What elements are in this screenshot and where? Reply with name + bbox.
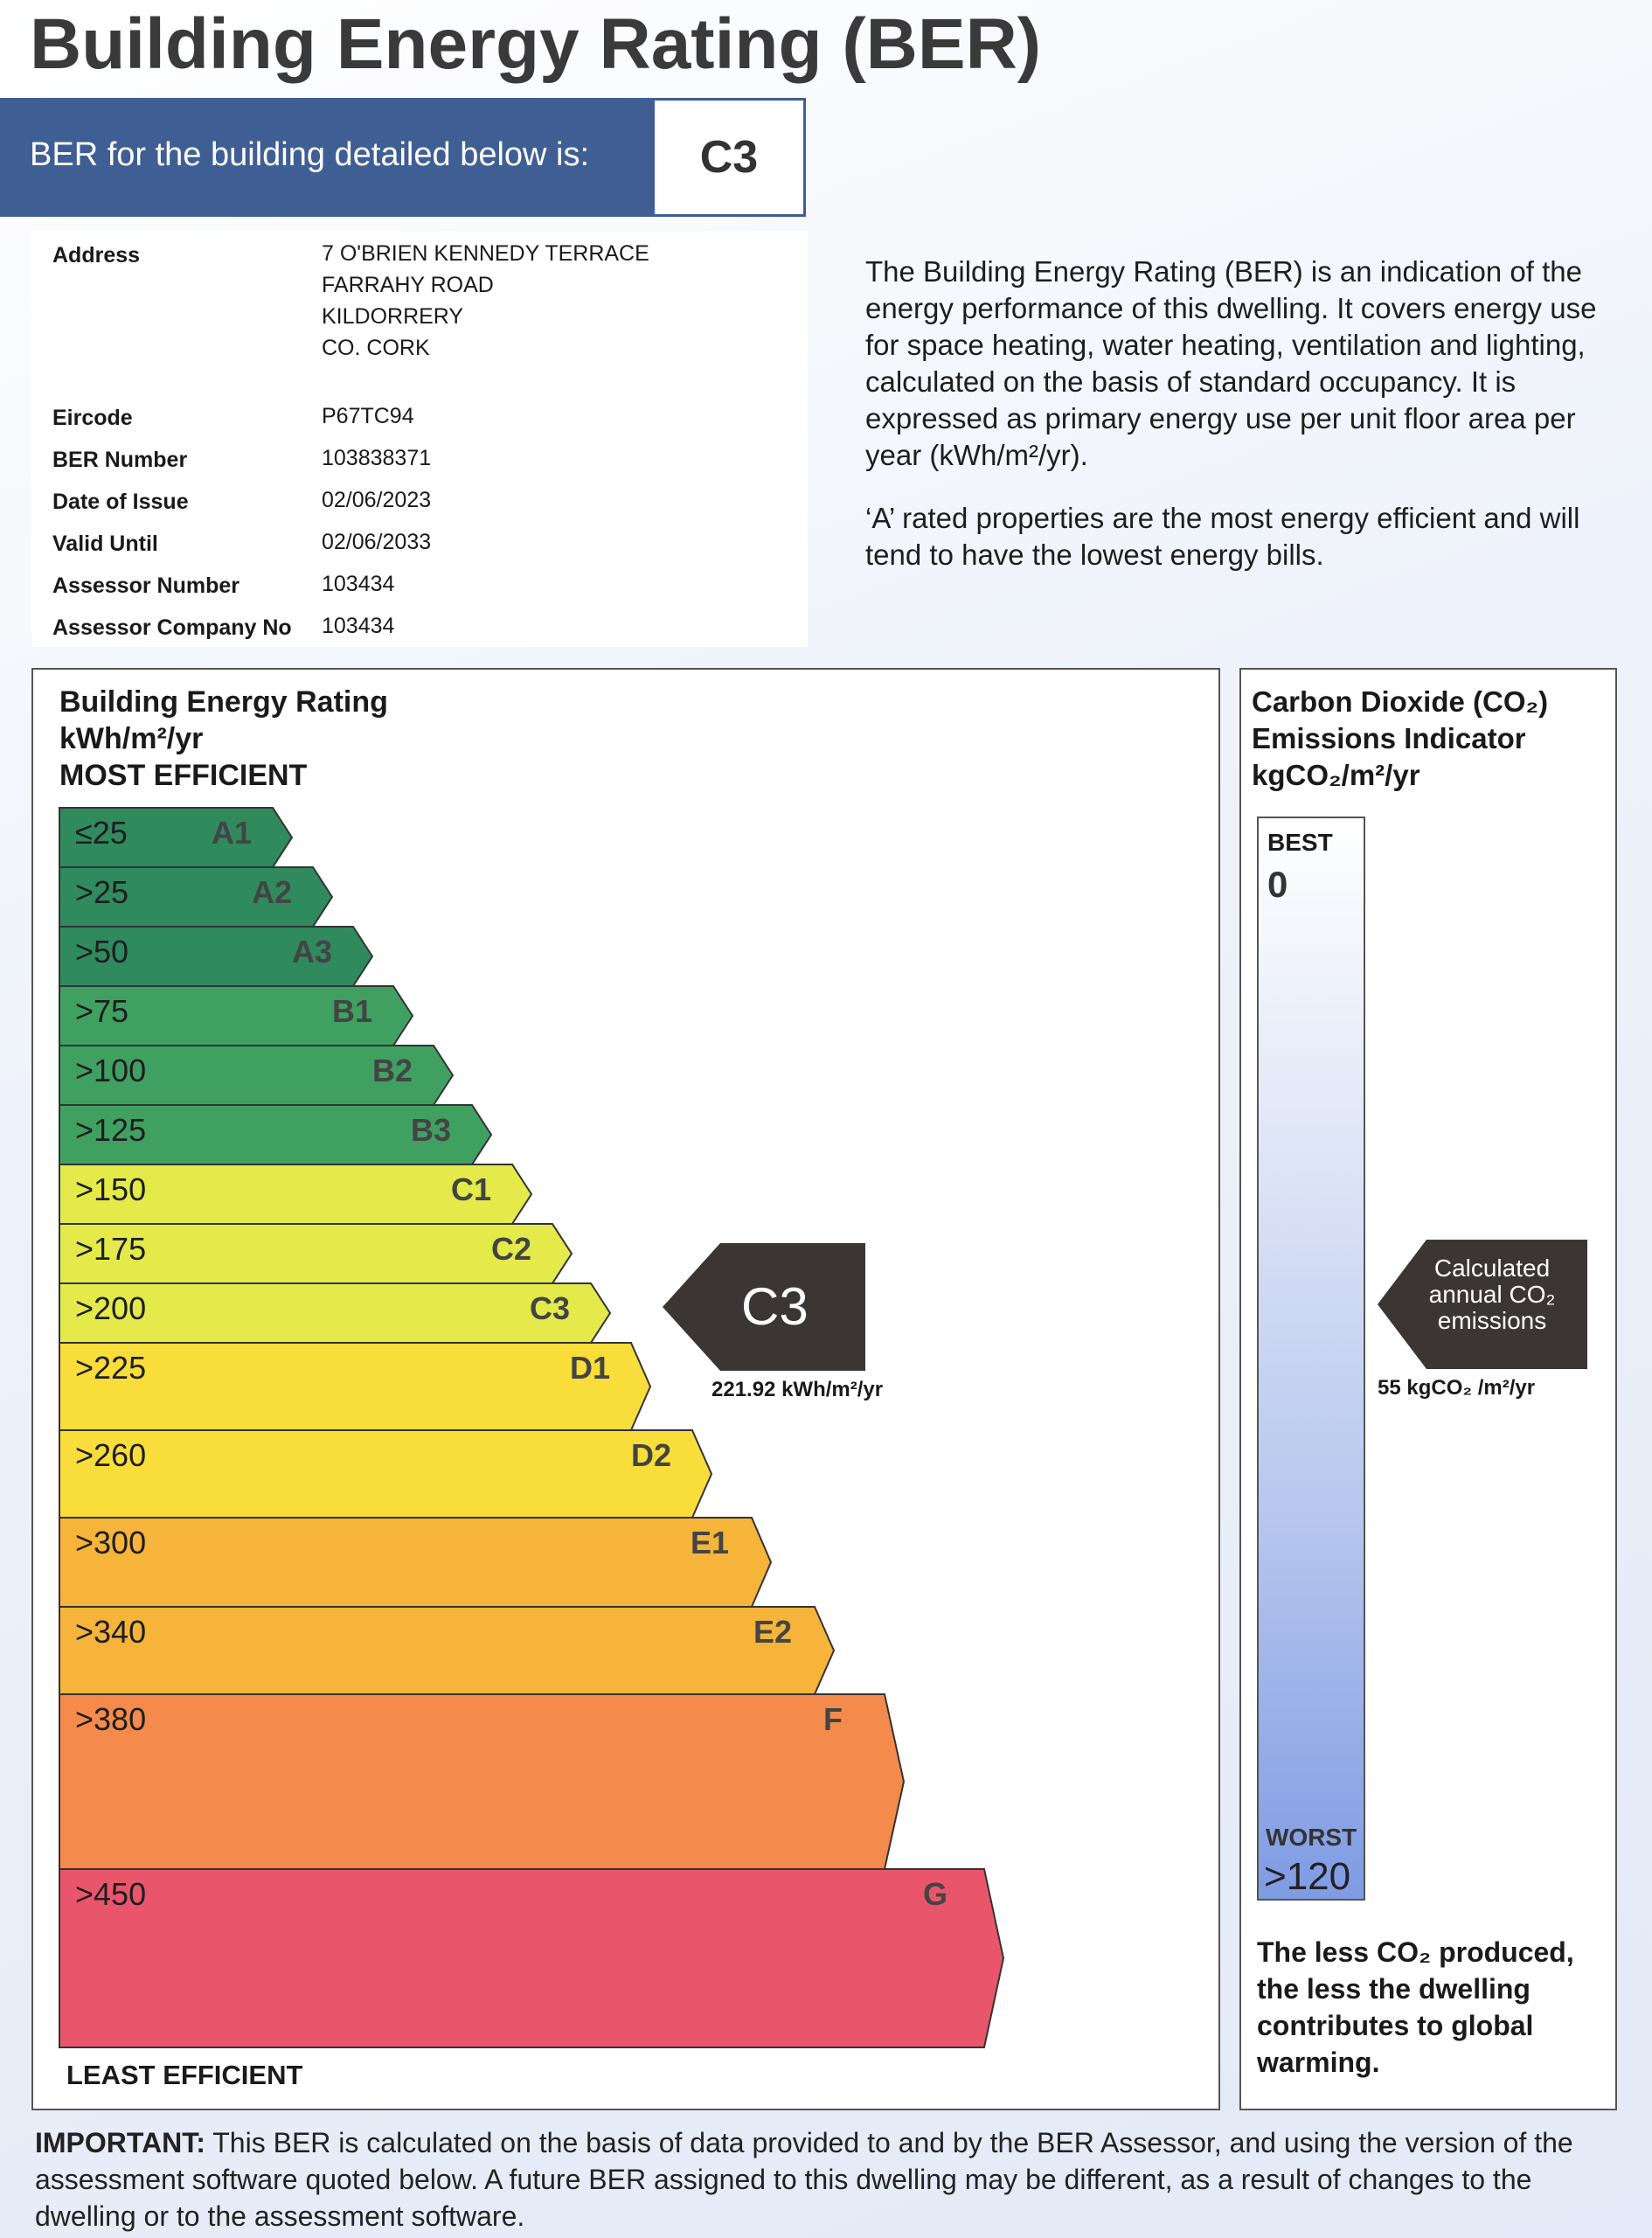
- ber-number-label: BER Number: [52, 448, 188, 472]
- page-title: Building Energy Rating (BER): [30, 4, 1042, 84]
- band-grade: C1: [451, 1171, 492, 1207]
- rating-band-d2: [59, 1430, 692, 1518]
- co2-best-value: 0: [1267, 864, 1288, 905]
- band-grade: A3: [292, 934, 333, 970]
- band-range: >260: [75, 1437, 147, 1473]
- band-shape: [59, 1694, 904, 1869]
- address-line: FARRAHY ROAD: [322, 273, 494, 297]
- ber-explanation: [865, 254, 1626, 600]
- band-grade: A1: [212, 815, 253, 851]
- energy-rating-panel: [31, 668, 1220, 2110]
- band-shape: [59, 1343, 650, 1430]
- rating-band-c1: [59, 1164, 512, 1224]
- ber-banner-label: BER for the building detailed below is:: [30, 136, 590, 173]
- eircode-value: P67TC94: [322, 404, 414, 428]
- band-range: >75: [75, 993, 129, 1029]
- rating-indicator-grade: C3: [741, 1277, 809, 1336]
- least-efficient-label: LEAST EFFICIENT: [66, 2060, 303, 2090]
- band-range: >200: [75, 1290, 147, 1326]
- ber-banner: [0, 98, 806, 217]
- band-grade: E1: [691, 1525, 730, 1560]
- ber-rating-box: C3: [652, 98, 806, 217]
- ber-number-value: 103838371: [322, 446, 432, 470]
- band-shape: [59, 1430, 711, 1518]
- band-shape: [59, 1869, 1003, 2047]
- co2-indicator-line: annual CO₂: [1428, 1281, 1556, 1308]
- rating-band-e2: [59, 1607, 815, 1694]
- band-range: >175: [75, 1231, 147, 1267]
- band-grade: D1: [570, 1350, 611, 1386]
- band-range: >300: [75, 1525, 147, 1560]
- band-grade: B1: [332, 993, 373, 1029]
- assessor-company-value: 103434: [322, 614, 395, 638]
- co2-scale-bar: [1257, 817, 1365, 1901]
- band-grade: E2: [753, 1614, 793, 1650]
- energy-value: 221.92 kWh/m²/yr: [711, 1378, 884, 1401]
- band-range: >450: [75, 1876, 147, 1912]
- band-grade: B3: [411, 1112, 452, 1148]
- band-range: >150: [75, 1171, 147, 1207]
- building-details: [31, 231, 808, 647]
- important-text: This BER is calculated on the basis of data provided to and by the BER Assessor, and using the version of the assessment software quoted below. A future BER assigned to this dwelling may be different, as a result of changes to the dwelling or to the assessment software.: [35, 2127, 1573, 2232]
- rating-band-c3: [59, 1283, 591, 1343]
- date-of-issue-label: Date of Issue: [52, 490, 189, 514]
- band-range: >225: [75, 1350, 147, 1386]
- co2-worst-label: WORST: [1266, 1824, 1357, 1851]
- eircode-label: Eircode: [52, 406, 133, 430]
- band-grade: A2: [252, 874, 293, 910]
- co2-indicator-line: Calculated: [1433, 1255, 1551, 1282]
- band-grade: F: [823, 1701, 843, 1737]
- co2-title-line: Carbon Dioxide (CO₂): [1252, 685, 1549, 718]
- valid-until-value: 02/06/2033: [322, 530, 432, 554]
- rating-band-e1: [59, 1518, 752, 1607]
- band-range: >380: [75, 1701, 147, 1737]
- rating-band-d1: [59, 1343, 631, 1430]
- scale-unit-line: kWh/m²/yr: [59, 722, 204, 755]
- co2-note: The less CO₂ produced, the less the dwelling contributes to global warming.: [1257, 1936, 1574, 2078]
- co2-indicator-line: emissions: [1437, 1307, 1547, 1334]
- co2-value: 55 kgCO₂ /m²/yr: [1378, 1376, 1536, 1400]
- date-of-issue-value: 02/06/2023: [322, 488, 432, 512]
- co2-title-line: Emissions Indicator: [1252, 722, 1526, 754]
- co2-panel: [1239, 668, 1617, 2110]
- co2-worst-value: >120: [1264, 1855, 1351, 1898]
- band-shape: [59, 1607, 834, 1694]
- address-label: Address: [52, 243, 141, 268]
- assessor-number-label: Assessor Number: [52, 573, 239, 598]
- rating-band-a2: [59, 867, 313, 927]
- rating-band-b2: [59, 1046, 434, 1105]
- co2-best-label: BEST: [1267, 829, 1333, 856]
- explanation-paragraph: ‘A’ rated properties are the most energy efficient and will tend to have the lowest energy bills.: [865, 502, 1580, 571]
- address-line: CO. CORK: [322, 336, 430, 360]
- rating-band-c2: [59, 1224, 552, 1283]
- most-efficient-label: MOST EFFICIENT: [59, 759, 308, 792]
- energy-scale-title: [59, 684, 388, 794]
- assessor-number-value: 103434: [322, 572, 395, 596]
- important-lead: IMPORTANT:: [35, 2127, 205, 2158]
- band-range: >100: [75, 1053, 147, 1088]
- band-grade: B2: [372, 1053, 413, 1088]
- address-line: KILDORRERY: [322, 304, 464, 329]
- rating-band-b3: [59, 1105, 472, 1164]
- rating-band-f: [59, 1694, 885, 1869]
- band-grade: D2: [631, 1437, 672, 1473]
- co2-indicator-label: [1409, 1255, 1575, 1334]
- co2-title: [1252, 684, 1548, 794]
- band-range: >50: [75, 934, 129, 970]
- co2-unit-line: kgCO₂/m²/yr: [1252, 759, 1420, 791]
- valid-until-label: Valid Until: [52, 532, 158, 556]
- band-range: >25: [75, 874, 129, 910]
- explanation-paragraph: The Building Energy Rating (BER) is an indication of the energy performance of this dwelling. It covers energy use for space heating, water heating, ventilation and lighting, calculated on the basis of standard occupancy. It is expressed as primary energy use per unit floor area per year (kWh/m²/yr).: [865, 255, 1597, 471]
- band-range: >125: [75, 1112, 147, 1148]
- rating-band-a1: [59, 808, 273, 867]
- important-notice: [35, 2124, 1626, 2235]
- band-range: >340: [75, 1614, 147, 1650]
- band-range: ≤25: [75, 815, 128, 851]
- rating-band-b1: [59, 986, 393, 1046]
- scale-title-line: Building Energy Rating: [59, 685, 388, 719]
- address-line: 7 O'BRIEN KENNEDY TERRACE: [322, 241, 649, 266]
- rating-band-g: [59, 1869, 984, 2047]
- assessor-company-label: Assessor Company No: [52, 615, 292, 640]
- band-shape: [59, 1518, 771, 1607]
- band-grade: C3: [530, 1290, 571, 1326]
- band-grade: G: [923, 1876, 948, 1912]
- band-grade: C2: [491, 1231, 532, 1267]
- rating-band-a3: [59, 927, 353, 986]
